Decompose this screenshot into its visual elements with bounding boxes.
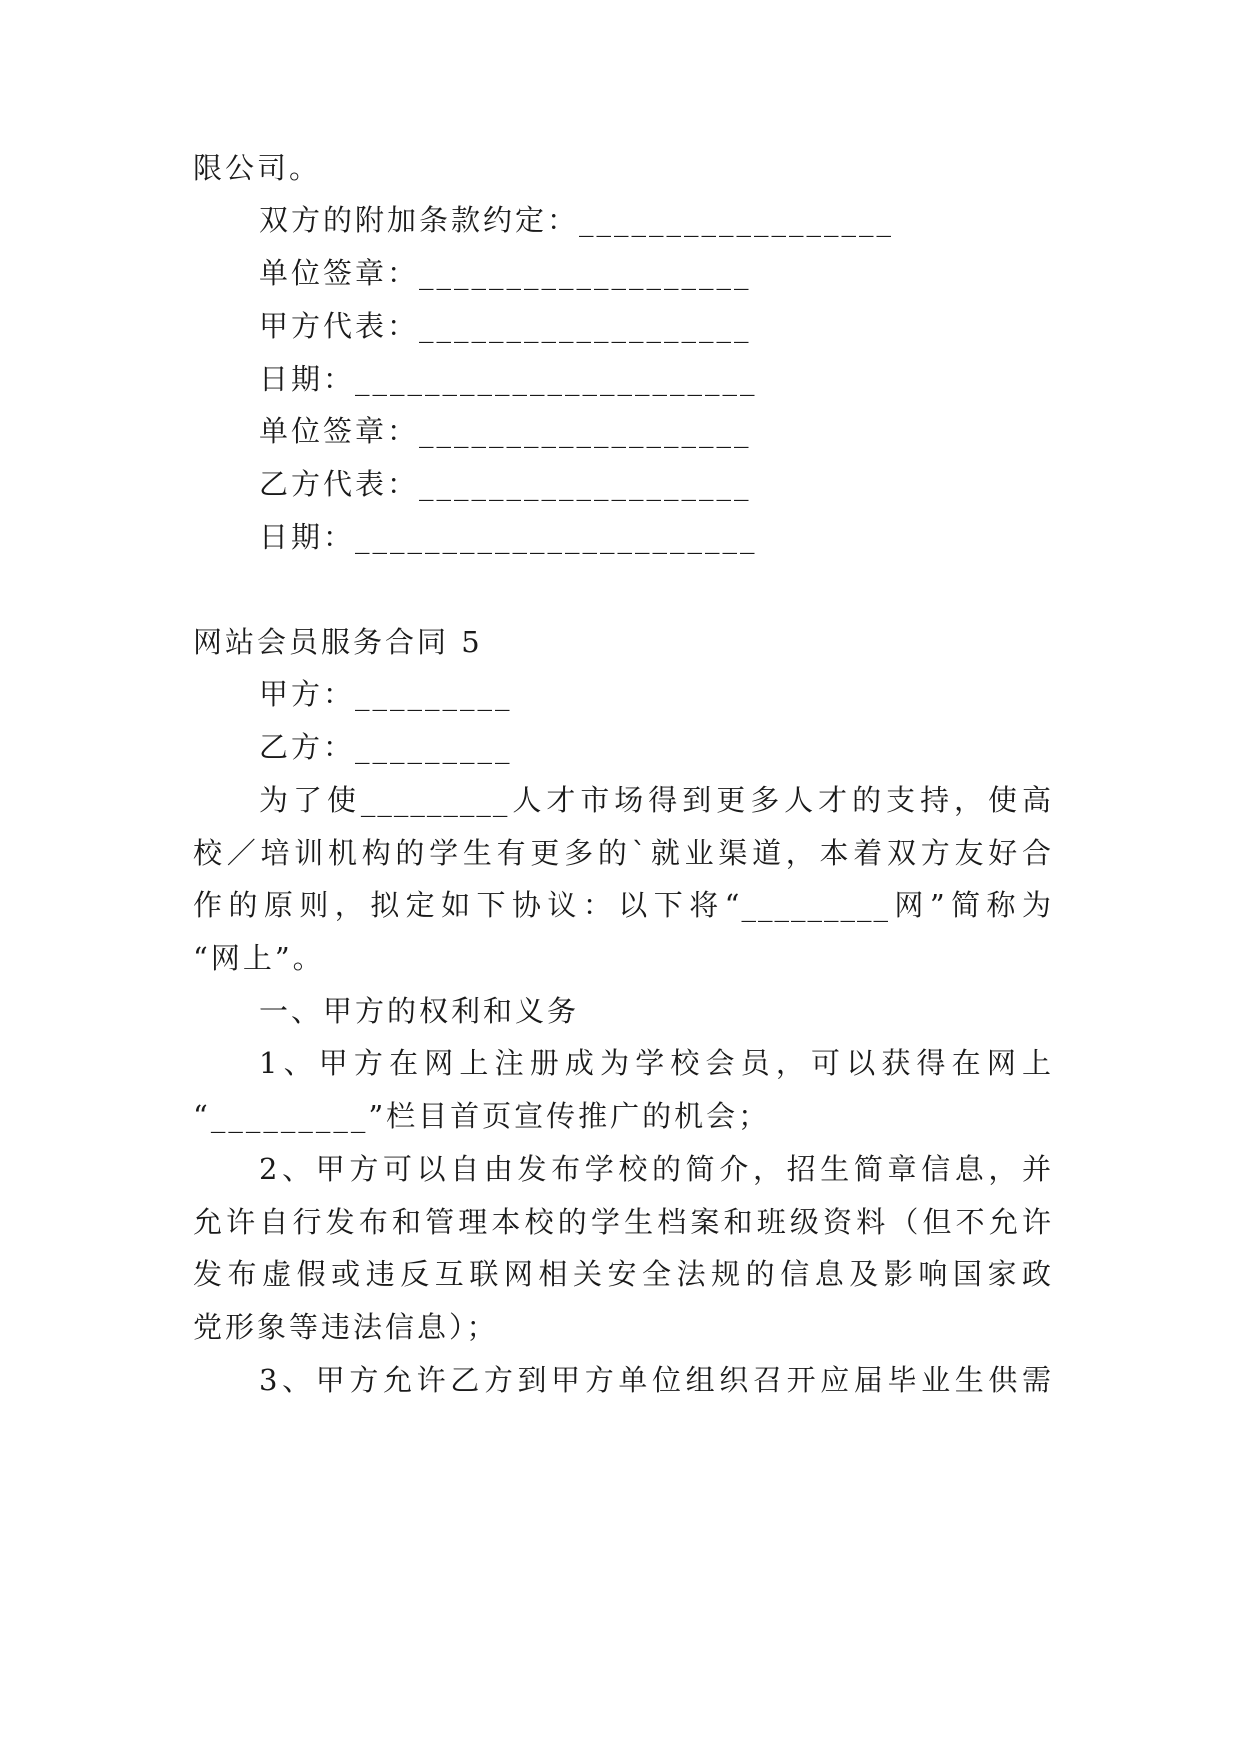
clause-line: 允许自行发布和管理本校的学生档案和班级资料（但不允许 (193, 1205, 1053, 1239)
clause-line: 3、甲方允许乙方到甲方单位组织召开应届毕业生供需 (259, 1363, 1053, 1397)
clause-heading: 一、甲方的权利和义务 (259, 994, 580, 1028)
party-b-representative-field: 乙方代表：___________________ (259, 467, 752, 501)
clause-line: 1、甲方在网上注册成为学校会员，可以获得在网上 (259, 1046, 1053, 1080)
clause-line: 2、甲方可以自由发布学校的简介，招生简章信息，并 (259, 1152, 1053, 1186)
clause-line: 党形象等违法信息）； (193, 1310, 499, 1344)
additional-terms-field: 双方的附加条款约定：__________________ (259, 203, 895, 237)
paragraph-line: “网上”。 (193, 941, 325, 975)
section-title: 网站会员服务合同 5 (193, 625, 483, 659)
paragraph-line: 作的原则，拟定如下协议：以下将“_________网”简称为 (193, 888, 1053, 922)
unit-seal-field: 单位签章：___________________ (259, 256, 752, 290)
date-field: 日期：_______________________ (259, 362, 758, 396)
date-field: 日期：_______________________ (259, 520, 758, 554)
clause-line: 发布虚假或违反互联网相关安全法规的信息及影响国家政 (193, 1257, 1053, 1291)
unit-seal-field: 单位签章：___________________ (259, 414, 752, 448)
party-b-field: 乙方：_________ (259, 730, 513, 764)
text-line: 限公司。 (193, 151, 322, 185)
paragraph-line: 为了使_________人才市场得到更多人才的支持，使高 (259, 783, 1053, 817)
party-a-representative-field: 甲方代表：___________________ (259, 309, 752, 343)
party-a-field: 甲方：_________ (259, 677, 513, 711)
clause-line: “_________”栏目首页宣传推广的机会； (193, 1099, 771, 1133)
paragraph-line: 校／培训机构的学生有更多的`就业渠道，本着双方友好合 (193, 836, 1053, 870)
